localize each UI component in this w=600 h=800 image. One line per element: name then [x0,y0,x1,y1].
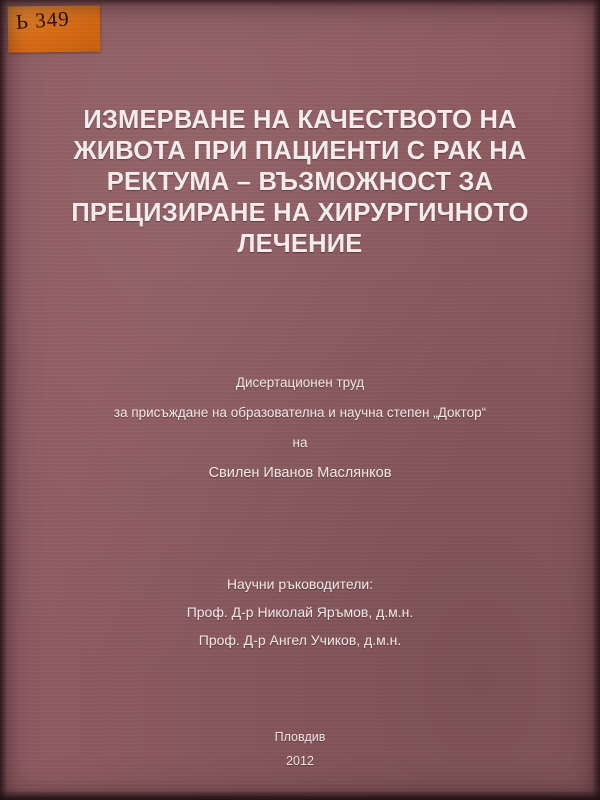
imprint-year: 2012 [286,754,314,768]
supervisor-name: Проф. Д-р Ангел Учиков, д.м.н. [198,632,402,648]
title-line: ЖИВОТА ПРИ ПАЦИЕНТИ С РАК НА [73,137,527,165]
degree-connector: на [292,435,308,450]
degree-block [34,368,566,488]
title-line: РЕКТУМА – ВЪЗМОЖНОСТ ЗА [106,168,494,196]
degree-statement: за присъждане на образователна и научна степен „Доктор“ [113,405,487,420]
shelf-mark-text: Ь 349 [15,6,71,34]
imprint-block [34,725,566,773]
supervisors-block [34,570,566,654]
supervisor-name: Проф. Д-р Николай Яръмов, д.м.н. [186,604,414,620]
thesis-type: Дисертационен труд [235,375,365,390]
supervisors-heading: Научни ръководители: [226,576,374,592]
document-title [34,105,566,260]
title-line: ПРЕЦИЗИРАНЕ НА ХИРУРГИЧНОТО [71,199,529,227]
title-line: ЛЕЧЕНИЕ [237,230,363,258]
author-name: Свилен Иванов Маслянков [208,465,392,481]
imprint-city: Пловдив [274,730,326,744]
title-line: ИЗМЕРВАНЕ НА КАЧЕСТВОТО НА [83,106,517,134]
